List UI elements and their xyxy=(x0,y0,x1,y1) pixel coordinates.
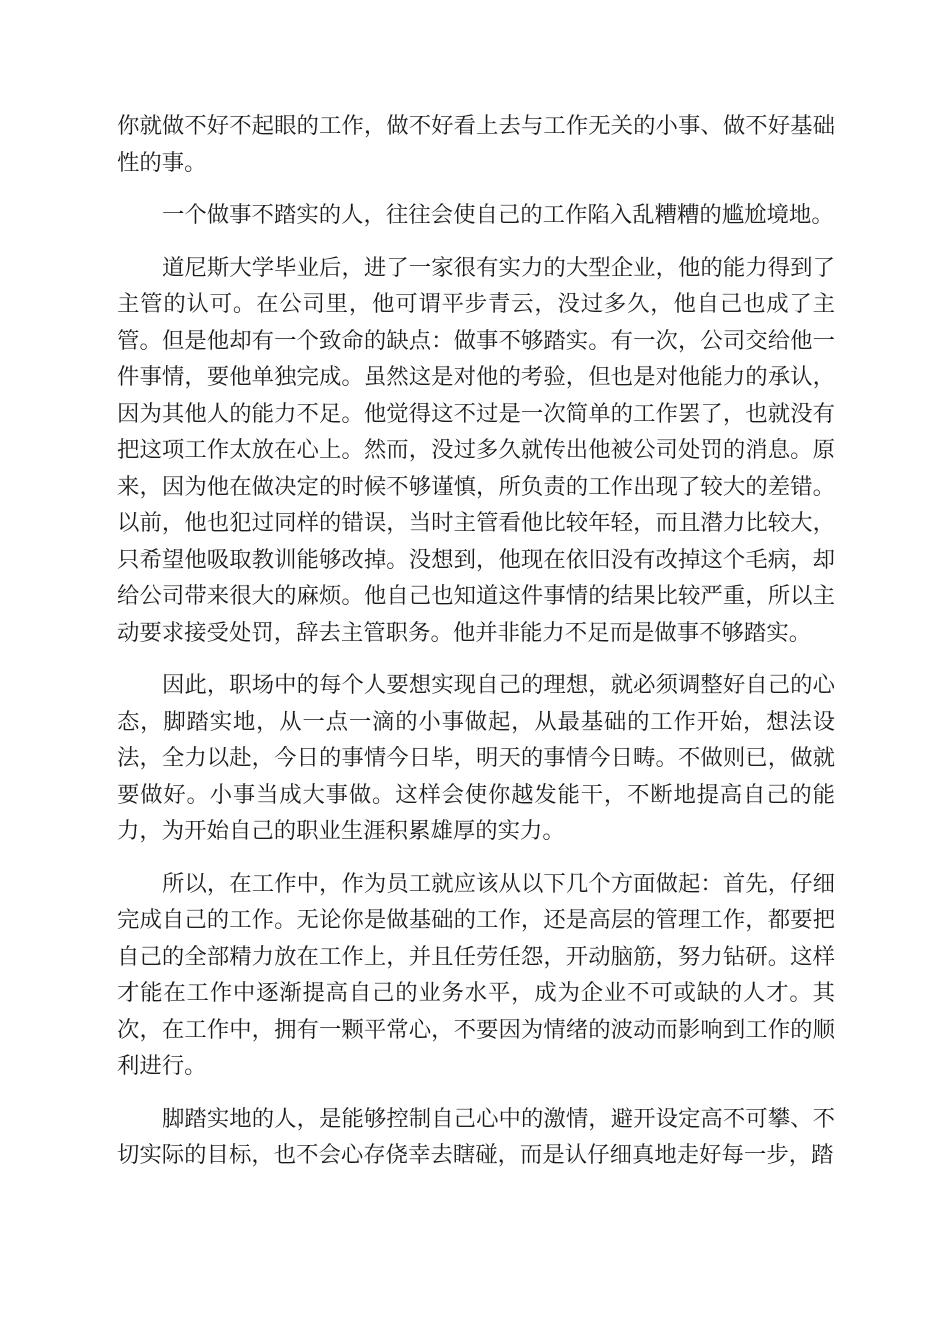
paragraph-continuation: 你就做不好不起眼的工作，做不好看上去与工作无关的小事、做不好基础性的事。 xyxy=(117,113,835,176)
paragraph-advice: 所以，在工作中，作为员工就应该从以下几个方面做起：首先，仔细完成自己的工作。无论你是做基础的工作，还是高层的管理工作，都要把自己的全部精力放在工作上，并且任劳任怨，开动脑筋，努力钻研。这样才能在工作中逐渐提高自己的业务水平，成为企业不可或缺的人才。其次，在工作中，拥有一颗平常心，不要因为情绪的波动而影响到工作的顺利进行。 xyxy=(117,870,835,1079)
paragraph-story: 道尼斯大学毕业后，进了一家很有实力的大型企业，他的能力得到了主管的认可。在公司里，他可谓平步青云，没过多久，他自己也成了主管。但是他却有一个致命的缺点：做事不够踏实。有一次，公司交给他一件事情，要他单独完成。虽然这是对他的考验，但也是对他能力的承认，因为其他人的能力不足。他觉得这不过是一次简单的工作罢了，也就没有把这项工作太放在心上。然而，没过多久就传出他被公司处罚的消息。原来，因为他在做决定的时候不够谨慎，所负责的工作出现了较大的差错。以前，他也犯过同样的错误，当时主管看他比较年轻，而且潜力比较大，只希望他吸取教训能够改掉。没想到，他现在依旧没有改掉这个毛病，却给公司带来很大的麻烦。他自己也知道这件事情的结果比较严重，所以主动要求接受处罚，辞去主管职务。他并非能力不足而是做事不够踏实。 xyxy=(117,254,835,646)
paragraph-final: 脚踏实地的人，是能够控制自己心中的激情，避开设定高不可攀、不切实际的目标，也不会心存侥幸去瞎碰，而是认仔细真地走好每一步，踏 xyxy=(117,1105,835,1168)
paragraph-conclusion: 因此，职场中的每个人要想实现自己的理想，就必须调整好自己的心态，脚踏实地，从一点一滴的小事做起，从最基础的工作开始，想法设法，全力以赴，今日的事情今日毕，明天的事情今日畴。不做则已，做就要做好。小事当成大事做。这样会使你越发能干，不断地提高自己的能力，为开始自己的职业生涯积累雄厚的实力。 xyxy=(117,672,835,844)
paragraph-intro: 一个做事不踏实的人，往往会使自己的工作陷入乱糟糟的尴尬境地。 xyxy=(162,202,834,228)
document-body xyxy=(117,108,835,1190)
